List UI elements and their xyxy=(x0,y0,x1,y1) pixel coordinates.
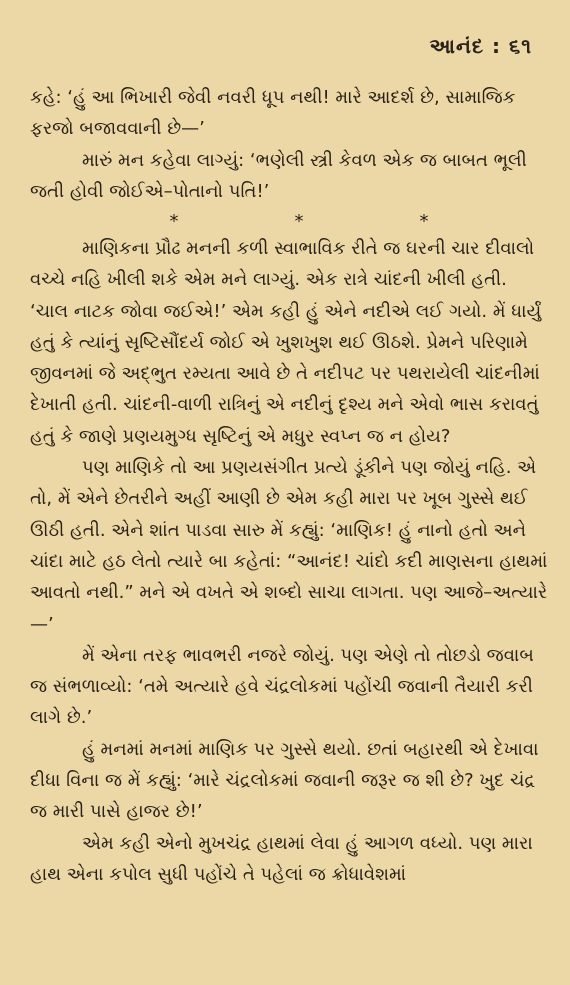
body-text-top xyxy=(30,82,548,207)
separator-star: * xyxy=(419,211,429,232)
paragraph-1: કહે: ‘હું આ ભિખારી જેવી નવરી ધૂપ નથી! મારે આદર્શ છે, સામાજિક ફરજો બજાવવાની છે—’ xyxy=(30,87,516,140)
body-text-bottom xyxy=(30,233,548,890)
paragraph-5: મેં એના તરફ ભાવભરી નજરે જોયું. પણ એણે તો તોછડો જવાબ જ સંભળાવ્યો: ‘તમે અત્યારે હવે ચંદ્રલોકમાં પહોંચી જવાની તૈયારી કરી લાગે છે.’ xyxy=(30,644,534,729)
paragraph-6: હું મનમાં મનમાં માણિક પર ગુસ્સે થયો. છતાં બહારથી એ દેખાવા દીધા વિના જ મેં કહ્યું: ‘મારે ચંદ્રલોકમાં જવાની જરૂર જ શી છે? ખુદ ચંદ્ર જ મારી પાસે હાજર છે!’ xyxy=(30,738,539,823)
paragraph-7: એમ કહી એનો મુખચંદ્ર હાથમાં લેવા હું આગળ વધ્યો. પણ મારા હાથ એના કપોલ સુધી પહોંચે તે પહેલાં જ ક્રોધાવેશમાં xyxy=(30,832,533,885)
paragraph-4: પણ માણિકે તો આ પ્રણયસંગીત પ્રત્યે ડૂંકીને પણ જોયું નહિ. એ તો, મેં એને છેતરીને અહીં આણી છે એમ કહી મારા પર ખૂબ ગુસ્સે થઈ ઊઠી હતી. એને શાંત પાડવા સારુ મેં કહ્યું: ‘માણિક! હું નાનો હતો અને ચાંદા માટે હઠ લેતો ત્યારે બા કહેતાં: “આનંદ! ચાંદો કદી માણસના હાથમાં આવતો નથી.” મને એ વખતે એ શબ્દો સાચા લાગતા. પણ આજે–અત્યારે—’ xyxy=(30,457,548,635)
page-header: આનંદ : ૬૧ xyxy=(429,34,532,58)
separator-star: * xyxy=(169,211,179,232)
paragraph-2: મારું મન કહેવા લાગ્યું: ‘ભણેલી સ્ત્રી કેવળ એક જ બાબત ભૂલી જતી હોવી જોઈએ–પોતાનો પતિ!’ xyxy=(30,149,527,202)
paragraph-3: માણિકના પ્રૌઢ મનની કળી સ્વાભાવિક રીતે જ ઘરની ચાર દીવાલો વચ્ચે નહિ ખીલી શકે એમ મને લાગ્યું. એક રાત્રે ચાંદની ખીલી હતી. ‘ચાલ નાટક જોવા જઈએ!’ એમ કહી હું એને નદીએ લઈ ગયો. મેં ધાર્યું હતું કે ત્યાંનું સૃષ્ટિસૌંદર્ય જોઈ એ ખુશખુશ થઈ ઊઠશે. પ્રેમને પરિણામે જીવનમાં જે અદ્‌ભુત રમ્યતા આવે છે તે નદીપટ પર પથરાયેલી ચાંદનીમાં દેખાતી હતી. ચાંદની-વાળી રાત્રિનું એ નદીનું દૃશ્ય મને એવો ભાસ કરાવતું હતું કે જાણે પ્રણયમુગ્ધ સૃષ્ટિનું એ મધુર સ્વપ્ન જ ન હોય? xyxy=(30,238,542,447)
separator-star: * xyxy=(294,211,304,232)
